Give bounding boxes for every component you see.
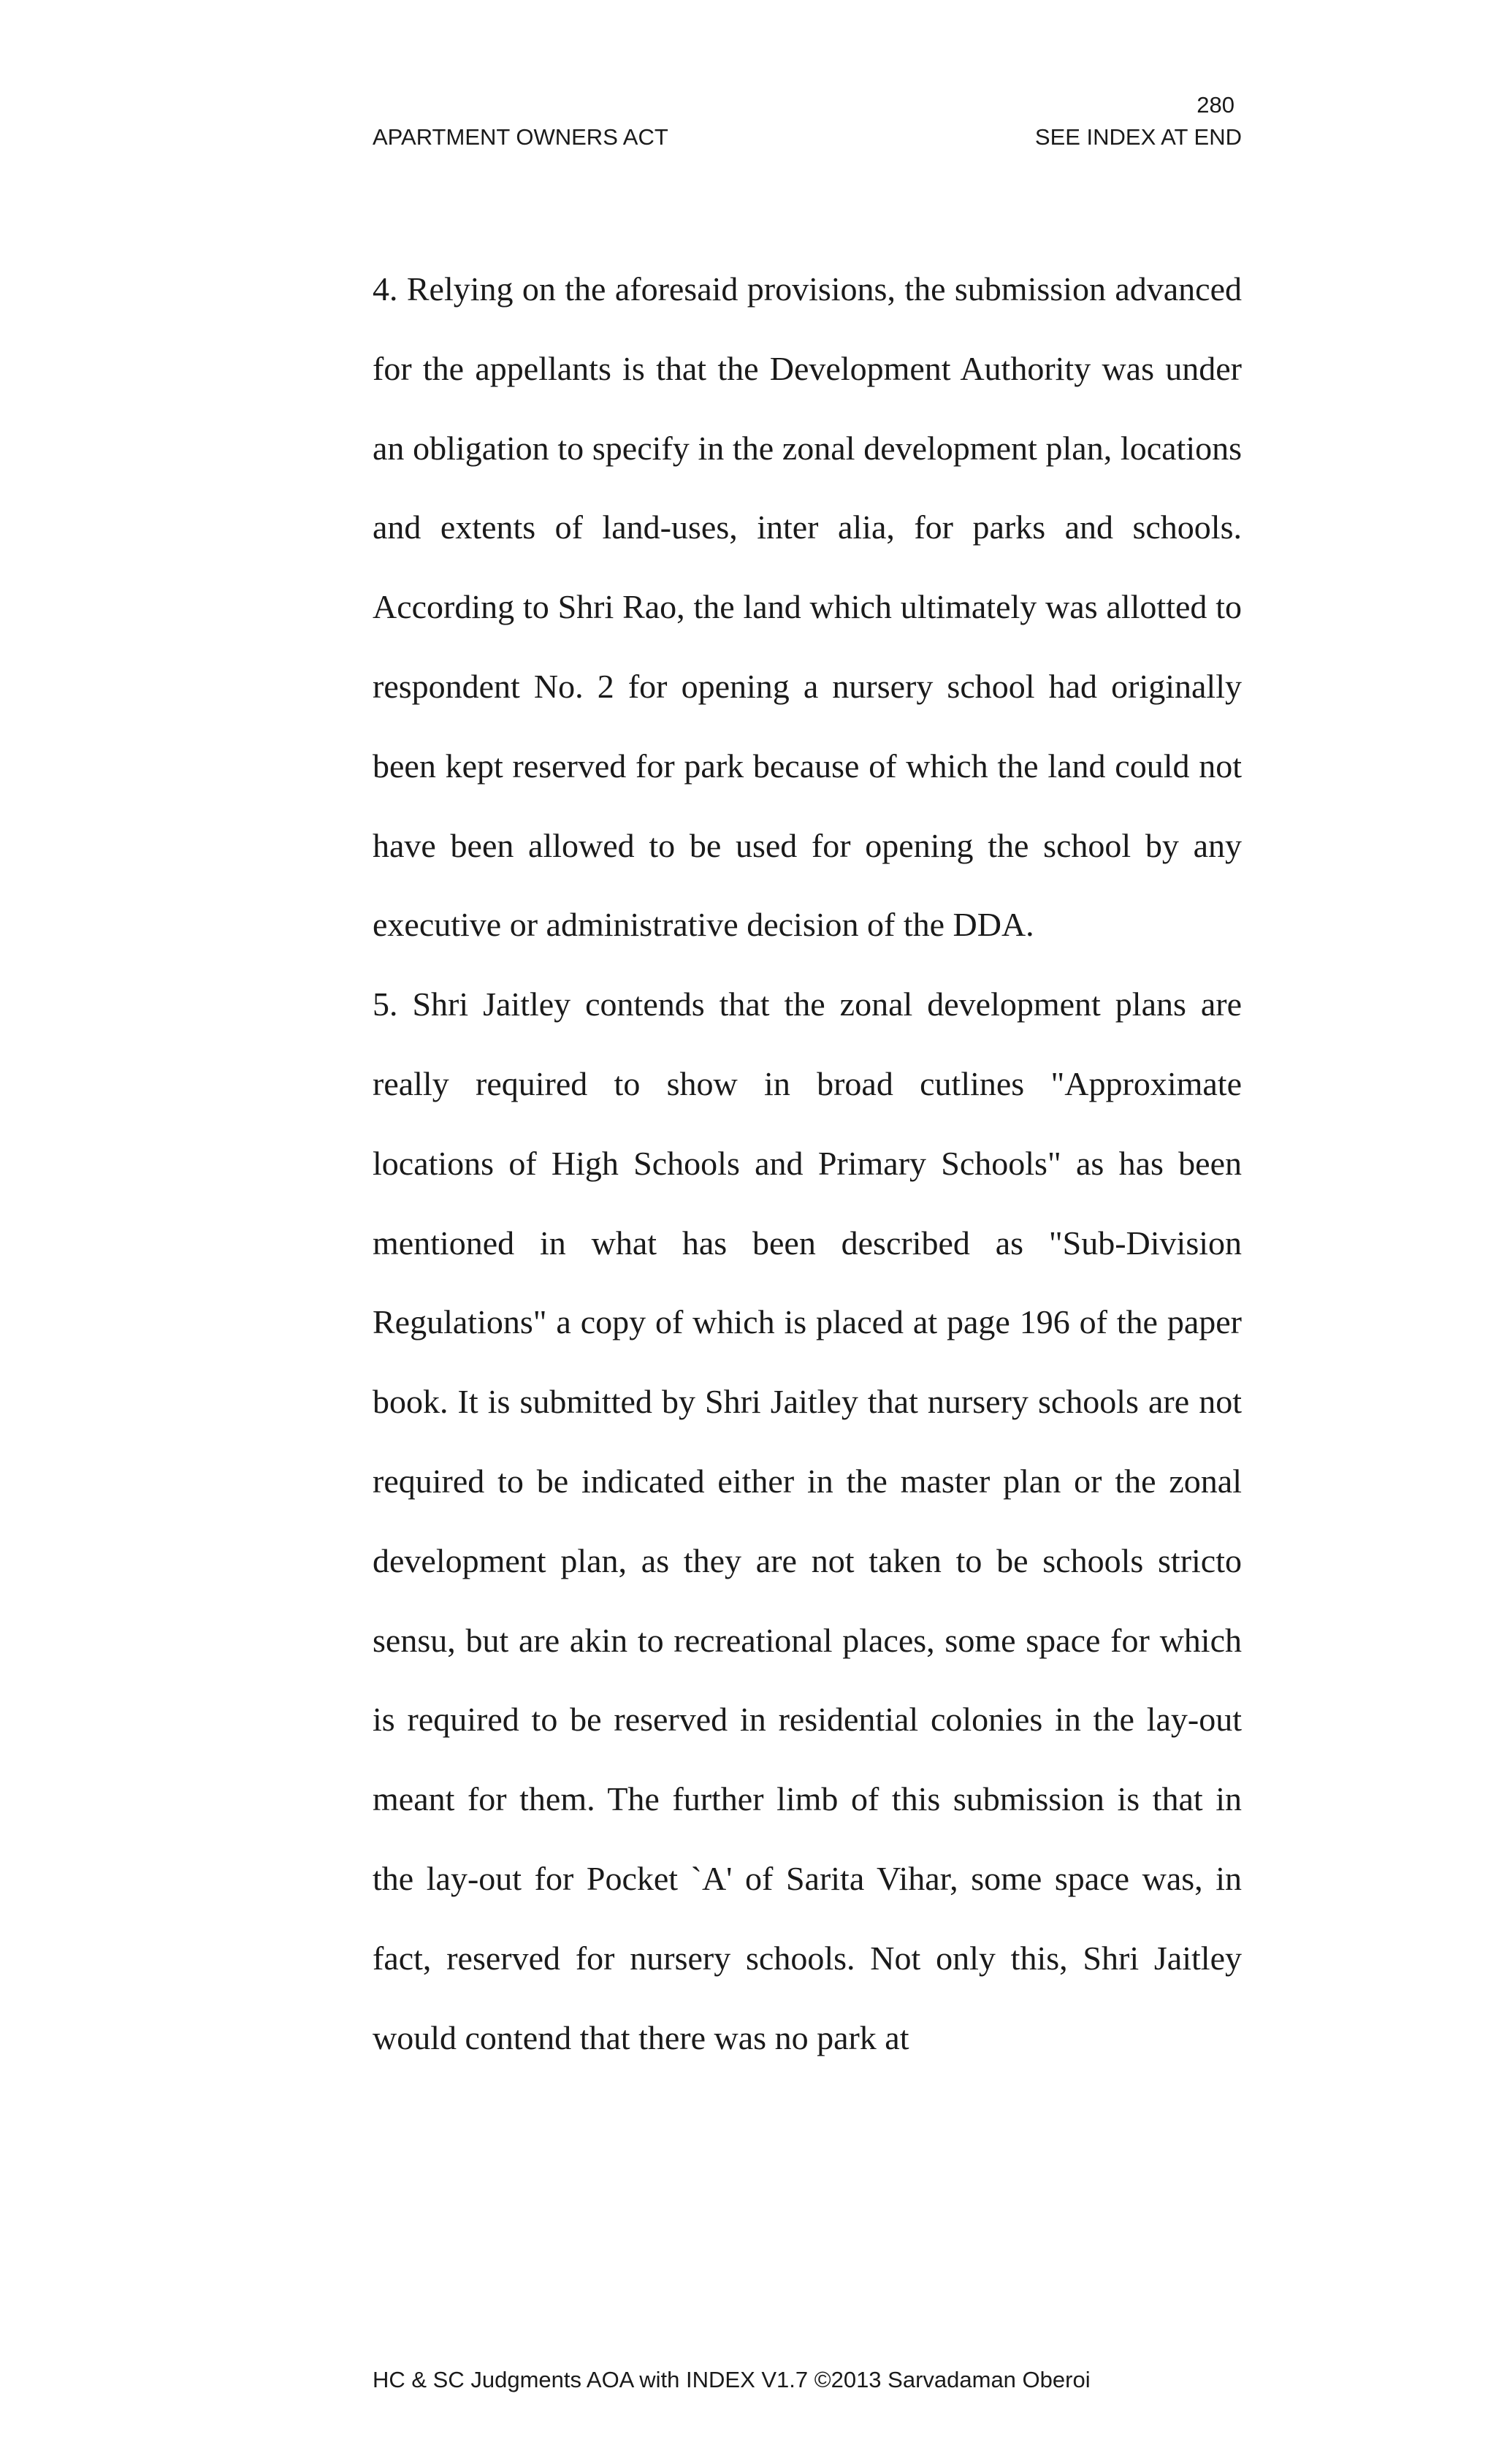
page-number: 280 (1197, 92, 1234, 118)
running-header (373, 123, 1242, 152)
paragraph-4: 4. Relying on the aforesaid provisions, the submission advanced for the appellants is that the Development Authority was under an obligation to specify in the zonal development plan, locations and extents of land-uses, inter alia, for parks and schools. According to Shri Rao, the land which ultimately was allotted to respondent No. 2 for opening a nursery school had originally been kept reserved for park because of which the land could not have been allowed to be used for opening the school by any executive or administrative decision of the DDA. (373, 270, 1242, 944)
paragraph-5: 5. Shri Jaitley contends that the zonal development plans are really required to show in broad cutlines "Approximate locations of High Schools and Primary Schools" as has been mentioned in what has been described as "Sub-Division Regulations" a copy of which is placed at page 196 of the paper book. It is submitted by Shri Jaitley that nursery schools are not required to be indicated either in the master plan or the zonal development plan, as they are not taken to be schools stricto sensu, but are akin to recreational places, some space for which is required to be reserved in residential colonies in the lay-out meant for them. The further limb of this submission is that in the lay-out for Pocket `A' of Sarita Vihar, some space was, in fact, reserved for nursery schools. Not only this, Shri Jaitley would contend that there was no park at (373, 985, 1242, 2056)
page-footer: HC & SC Judgments AOA with INDEX V1.7 ©2013 Sarvadaman Oberoi (373, 2367, 1091, 2392)
header-right-title: SEE INDEX AT END (1034, 124, 1242, 150)
header-left-title: APARTMENT OWNERS ACT (373, 124, 668, 150)
document-body (373, 250, 1242, 2078)
